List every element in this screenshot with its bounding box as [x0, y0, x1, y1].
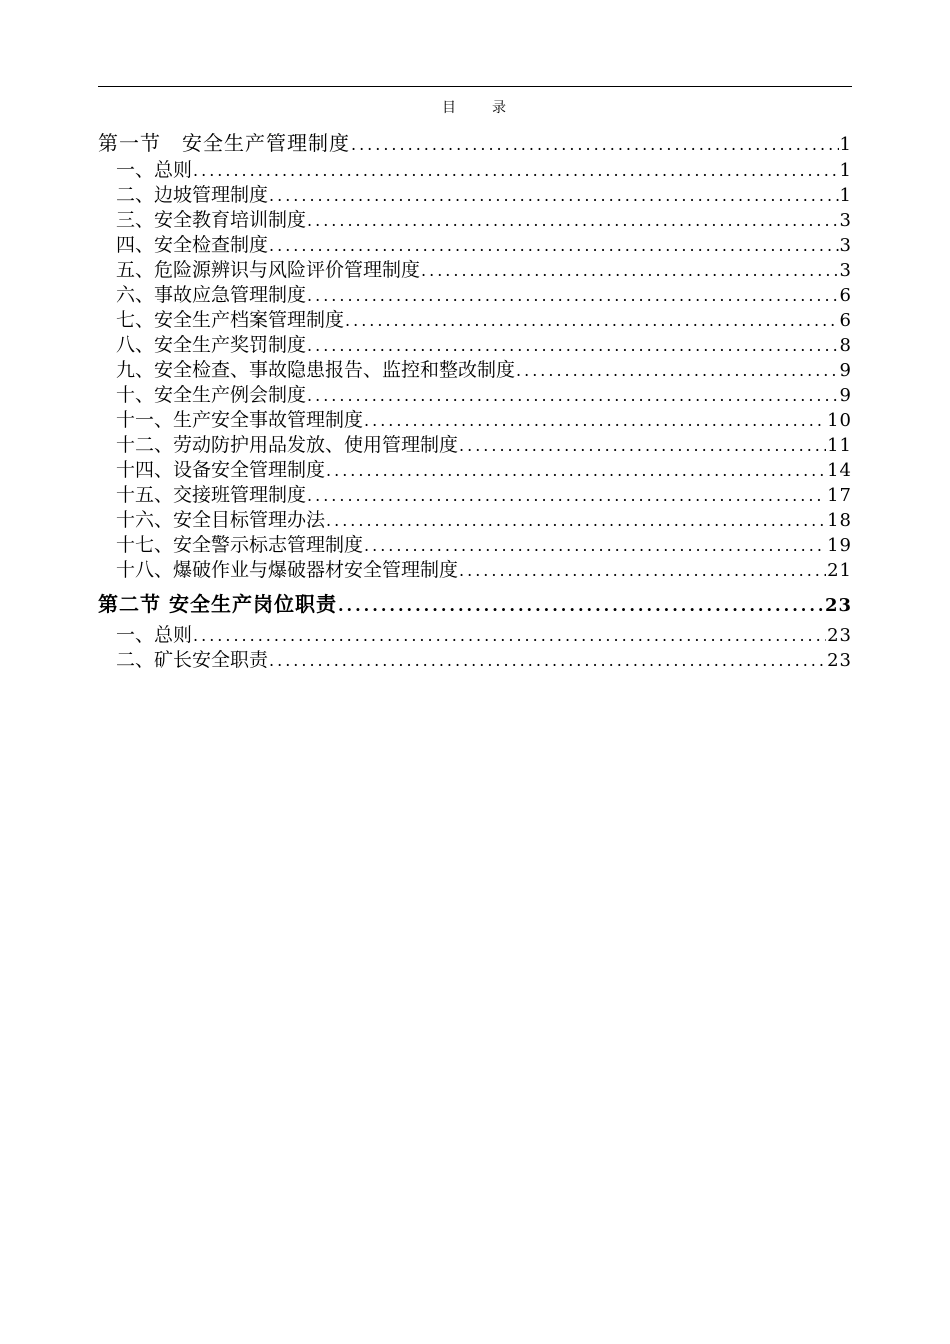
dot-leader — [516, 358, 839, 383]
dot-leader — [421, 258, 839, 283]
dot-leader — [307, 383, 839, 408]
toc-section-title: 第二节 安全生产岗位职责 — [98, 592, 337, 616]
toc-entry[interactable] — [98, 508, 852, 533]
toc-entry-label: 十八、爆破作业与爆破器材安全管理制度 — [116, 559, 459, 581]
dot-leader — [326, 508, 826, 533]
toc-entry[interactable] — [98, 483, 852, 508]
header-rule — [98, 86, 852, 87]
dot-leader — [193, 623, 826, 648]
toc-page-number: 23 — [827, 625, 852, 646]
toc-entry[interactable] — [98, 183, 852, 208]
toc-entry[interactable] — [98, 533, 852, 558]
toc-entry[interactable] — [98, 208, 852, 233]
dot-leader — [326, 458, 826, 483]
dot-leader — [345, 308, 839, 333]
toc-page-number: 17 — [827, 485, 852, 506]
dot-leader — [269, 183, 839, 208]
toc-entry-label: 三、安全教育培训制度 — [116, 209, 307, 231]
toc-page-number: 14 — [827, 460, 852, 481]
toc-page-number: 18 — [827, 510, 852, 531]
toc-entry[interactable] — [98, 283, 852, 308]
dot-leader — [338, 589, 824, 621]
toc-entry[interactable] — [98, 258, 852, 283]
toc-heading-right: 录 — [492, 100, 508, 116]
dot-leader — [307, 283, 839, 308]
dot-leader — [364, 408, 826, 433]
toc-entry[interactable] — [98, 648, 852, 673]
toc-page-number: 6 — [839, 310, 852, 331]
dot-leader — [351, 130, 839, 158]
toc-entry-label: 十五、交接班管理制度 — [116, 484, 307, 506]
toc-entry-label: 五、危险源辨识与风险评价管理制度 — [116, 259, 421, 281]
toc-section-1[interactable] — [98, 128, 852, 158]
dot-leader — [269, 648, 826, 673]
toc-page-number: 23 — [827, 650, 852, 671]
dot-leader — [193, 158, 839, 183]
toc-page-number: 3 — [839, 260, 852, 281]
toc-entry-label: 一、总则 — [116, 624, 193, 646]
toc-section-title: 第一节 安全生产管理制度 — [98, 131, 350, 155]
toc-page-number: 3 — [839, 210, 852, 231]
toc-entry[interactable] — [98, 383, 852, 408]
toc-page-number: 10 — [827, 410, 852, 431]
toc-heading-left: 目 — [442, 100, 458, 116]
dot-leader — [269, 233, 839, 258]
toc-entry[interactable] — [98, 623, 852, 648]
toc-entry-label: 十、安全生产例会制度 — [116, 384, 307, 406]
toc-entry[interactable] — [98, 158, 852, 183]
toc-entry-label: 二、矿长安全职责 — [116, 649, 269, 671]
dot-leader — [459, 433, 826, 458]
toc-entry-label: 十四、设备安全管理制度 — [116, 459, 326, 481]
toc-entry-label: 一、总则 — [116, 159, 193, 181]
toc-entry[interactable] — [98, 358, 852, 383]
toc-entry-label: 九、安全检查、事故隐患报告、监控和整改制度 — [116, 359, 516, 381]
toc-page-number: 19 — [827, 535, 852, 556]
toc-page-number: 9 — [839, 385, 852, 406]
toc-entry-label: 二、边坡管理制度 — [116, 184, 269, 206]
dot-leader — [364, 533, 826, 558]
toc-page-number: 1 — [839, 134, 852, 155]
toc-page-number: 1 — [839, 185, 852, 206]
toc-entry[interactable] — [98, 433, 852, 458]
dot-leader — [459, 558, 826, 583]
toc-page-number: 9 — [839, 360, 852, 381]
toc-entry-label: 十七、安全警示标志管理制度 — [116, 534, 364, 556]
toc-entry-label: 六、事故应急管理制度 — [116, 284, 307, 306]
toc-page-number: 23 — [824, 595, 852, 616]
toc-page-number: 11 — [827, 435, 852, 456]
toc-page-number: 6 — [839, 285, 852, 306]
toc-entry[interactable] — [98, 233, 852, 258]
toc-page-number: 1 — [839, 160, 852, 181]
toc-page-number: 3 — [839, 235, 852, 256]
toc-entry[interactable] — [98, 408, 852, 433]
toc-entry-label: 八、安全生产奖罚制度 — [116, 334, 307, 356]
table-of-contents — [98, 128, 852, 673]
toc-entry[interactable] — [98, 558, 852, 583]
dot-leader — [307, 208, 839, 233]
toc-entry-label: 七、安全生产档案管理制度 — [116, 309, 345, 331]
toc-entry-label: 十二、劳动防护用品发放、使用管理制度 — [116, 434, 459, 456]
toc-entry[interactable] — [98, 458, 852, 483]
toc-entry-label: 十一、生产安全事故管理制度 — [116, 409, 364, 431]
toc-entry[interactable] — [98, 308, 852, 333]
toc-page-number: 8 — [839, 335, 852, 356]
dot-leader — [307, 483, 826, 508]
toc-entry[interactable] — [98, 333, 852, 358]
toc-page-number: 21 — [827, 560, 852, 581]
toc-entry-label: 十六、安全目标管理办法 — [116, 509, 326, 531]
toc-section-2[interactable] — [98, 587, 852, 621]
toc-entry-label: 四、安全检查制度 — [116, 234, 269, 256]
dot-leader — [307, 333, 839, 358]
toc-heading — [98, 97, 852, 117]
